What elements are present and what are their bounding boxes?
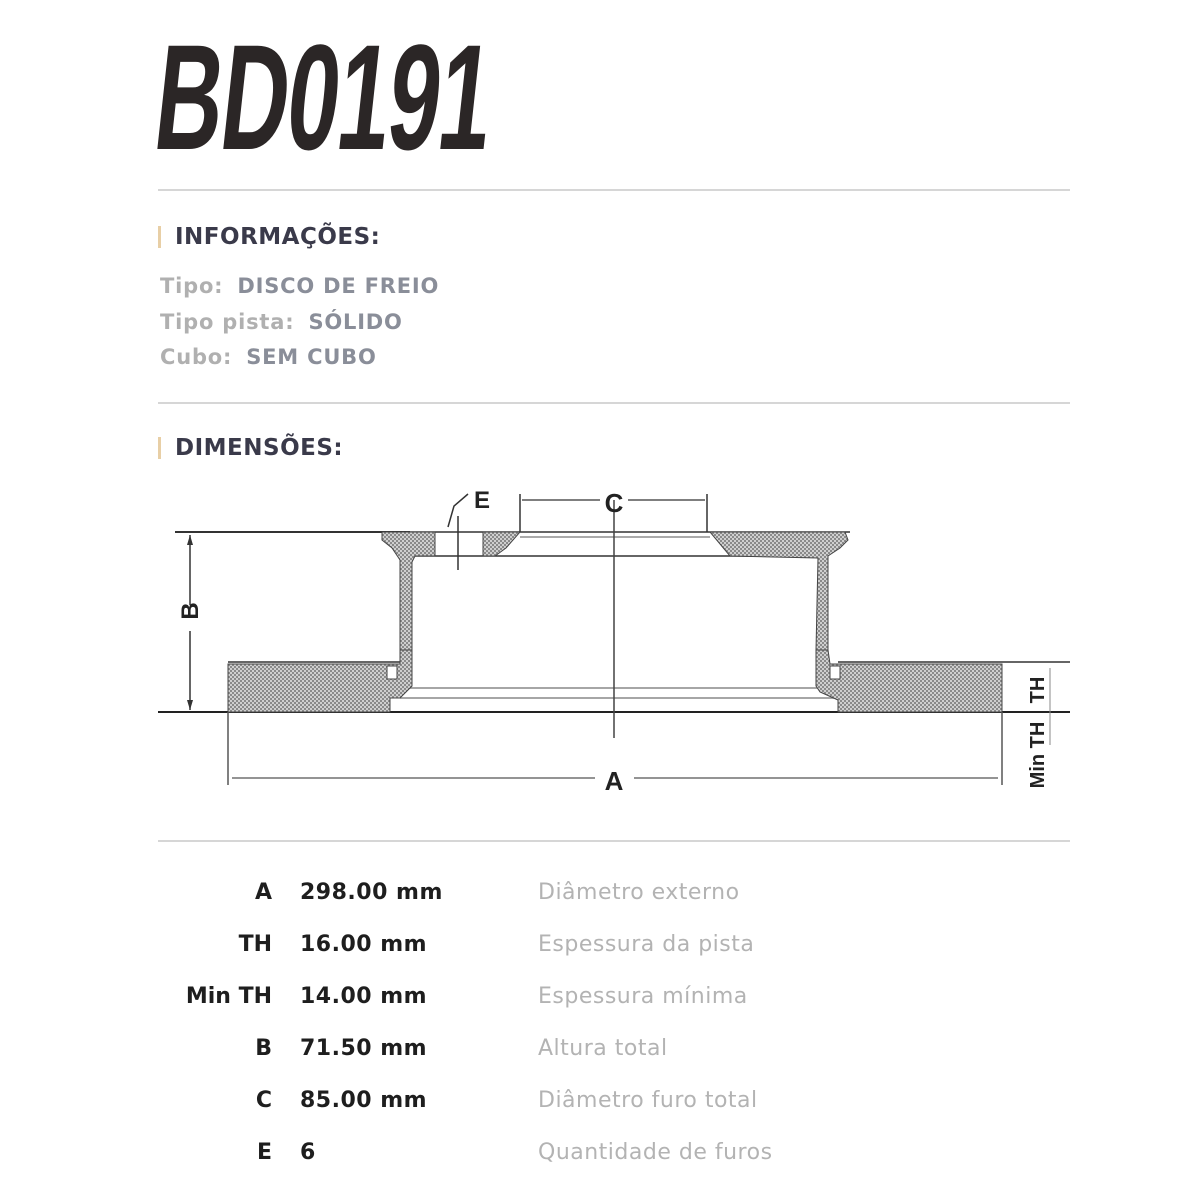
info-section-header [158, 224, 380, 250]
spec-key: C [255, 1088, 272, 1113]
spec-value: 71.50 mm [300, 1036, 428, 1061]
spec-description: Diâmetro furo total [538, 1088, 758, 1113]
info-label: Cubo: [160, 345, 233, 369]
diagram-label-min-th: Min TH [1027, 721, 1049, 789]
brake-disc-diagram [150, 480, 1080, 820]
spec-row [150, 1036, 850, 1076]
info-label: Tipo: [160, 274, 224, 298]
spec-description: Quantidade de furos [538, 1140, 773, 1165]
spec-key: Min TH [185, 984, 272, 1009]
info-row-tipo-pista [160, 310, 403, 334]
diagram-label-c: C [604, 488, 624, 518]
spec-row [150, 932, 850, 972]
spec-key: E [256, 1140, 272, 1165]
info-row-tipo [160, 274, 439, 298]
spec-row [150, 1088, 850, 1128]
info-row-cubo [160, 345, 377, 369]
diagram-label-b: B [177, 602, 204, 620]
section-accent-bar [158, 226, 161, 248]
diagram-label-a: A [604, 766, 624, 796]
part-code-title: BD0191 [147, 13, 500, 181]
dimensions-section-title: DIMENSÕES: [175, 435, 344, 461]
info-value: DISCO DE FREIO [237, 274, 440, 298]
spec-value: 298.00 mm [300, 880, 443, 905]
divider [158, 840, 1070, 842]
dimensions-section-header [158, 435, 343, 461]
spec-description: Altura total [538, 1036, 668, 1061]
spec-key: B [255, 1036, 272, 1061]
info-value: SÓLIDO [308, 310, 403, 334]
spec-value: 85.00 mm [300, 1088, 428, 1113]
info-section-title: INFORMAÇÕES: [175, 224, 381, 250]
spec-key: A [254, 880, 272, 905]
spec-row [150, 1140, 850, 1180]
spec-description: Diâmetro externo [538, 880, 740, 905]
spec-row [150, 984, 850, 1024]
diagram-label-th: TH [1027, 676, 1049, 704]
spec-description: Espessura da pista [538, 932, 755, 957]
spec-description: Espessura mínima [538, 984, 748, 1009]
info-value: SEM CUBO [246, 345, 377, 369]
spec-row [150, 880, 850, 920]
spec-value: 14.00 mm [300, 984, 428, 1009]
divider [158, 189, 1070, 191]
section-accent-bar [158, 437, 161, 459]
spec-value: 16.00 mm [300, 932, 428, 957]
spec-value: 6 [300, 1140, 316, 1165]
divider [158, 402, 1070, 404]
info-label: Tipo pista: [160, 310, 295, 334]
spec-key: TH [238, 932, 272, 957]
diagram-label-e: E [474, 487, 491, 514]
